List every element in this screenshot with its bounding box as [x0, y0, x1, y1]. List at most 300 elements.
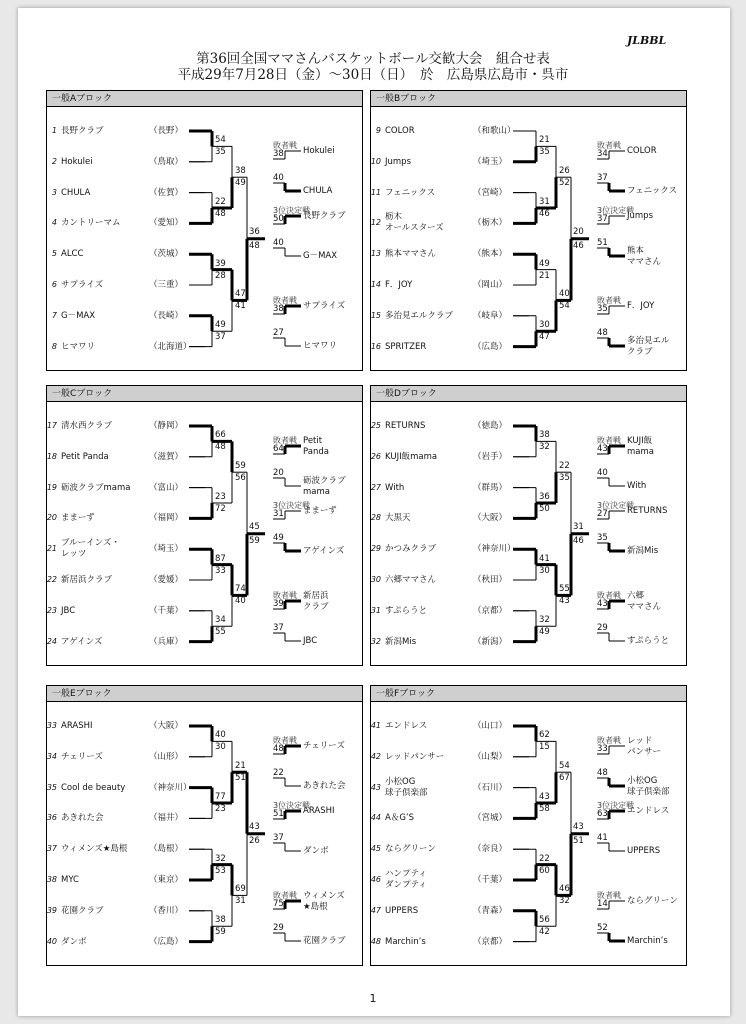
team-name: ヒマワリ — [61, 341, 96, 352]
r1-score-top: 30 — [539, 320, 550, 331]
final-score-top: 20 — [573, 226, 584, 237]
block-e — [46, 685, 363, 966]
r1-score-top: 62 — [539, 730, 550, 741]
r1-score-bottom: 35 — [539, 147, 550, 158]
r1-score-bottom: 72 — [215, 504, 226, 514]
team-prefecture: （愛知） — [149, 218, 184, 229]
r1-score-top: 21 — [539, 135, 550, 146]
r1-score-top: 66 — [215, 430, 226, 441]
third-place-match-score-top: 50 — [273, 214, 284, 224]
loser-match-label: 敗者戦 — [597, 591, 621, 600]
r1-score-bottom: 47 — [539, 332, 550, 343]
team-prefecture: （熊本） — [473, 249, 508, 260]
team-seed-number: 22 — [46, 575, 57, 584]
loser-match-team-top: ★島根 — [303, 902, 328, 912]
block-title: 一般Cブロック — [47, 386, 362, 402]
team-seed-number: 12 — [370, 218, 381, 228]
final-score-bottom: 51 — [573, 835, 584, 846]
block-title: 一般Eブロック — [47, 686, 362, 702]
team-prefecture: （香川） — [149, 905, 184, 916]
team-name: Hokulei — [61, 156, 93, 167]
loser-match-team-bottom: CHULA — [303, 186, 333, 196]
r1-score-top: 38 — [539, 430, 550, 441]
r1-score-bottom: 37 — [215, 332, 226, 343]
final-score-top: 36 — [249, 226, 260, 237]
loser-match-team-top: ママさん — [627, 602, 662, 612]
team-name: With — [385, 482, 405, 493]
r1-score-top: 22 — [539, 853, 550, 864]
team-prefecture: （茨城） — [149, 249, 184, 260]
r1-score-top: 49 — [539, 258, 550, 269]
team-name: ALCC — [61, 249, 84, 260]
r1-score-bottom: 50 — [539, 504, 550, 514]
team-name: A＆G’S — [385, 813, 414, 824]
loser-match-team-top: ならグリーン — [627, 896, 678, 906]
loser-match-score-bottom: 37 — [273, 623, 284, 633]
r2-score-bottom: 40 — [235, 596, 246, 607]
loser-match-team-top: レッド — [627, 736, 653, 746]
loser-match-team-bottom: mama — [303, 487, 330, 497]
loser-match-score-top: 48 — [273, 744, 284, 754]
team-seed-number: 39 — [46, 905, 57, 915]
team-prefecture: （兵庫） — [149, 636, 184, 647]
team-name: Cool de beauty — [61, 782, 126, 793]
bracket-lines — [47, 686, 364, 967]
team-prefecture: （富山） — [149, 482, 184, 493]
team-prefecture: （千葉） — [149, 605, 184, 616]
r1-score-top: 56 — [539, 915, 550, 926]
team-prefecture: （栃木） — [473, 218, 508, 229]
loser-match-team-bottom: ヒマワリ — [303, 341, 338, 351]
team-seed-number: 16 — [370, 341, 381, 351]
team-seed-number: 47 — [370, 905, 381, 915]
team-prefecture: （島根） — [149, 844, 184, 855]
final-score-bottom: 48 — [249, 240, 260, 251]
loser-match-score-bottom: 48 — [597, 328, 608, 338]
team-prefecture: （広島） — [473, 341, 508, 352]
third-place-match-score-top: 63 — [597, 809, 608, 819]
loser-match-label: 敗者戦 — [273, 591, 297, 600]
third-place-match-label: 3位決定戦 — [597, 206, 635, 215]
page-number: 1 — [369, 992, 377, 1005]
team-name: 砺波クラブmama — [61, 482, 131, 493]
r1-score-top: 22 — [215, 197, 226, 207]
r1-score-bottom: 53 — [215, 865, 226, 876]
team-seed-number: 45 — [370, 844, 381, 854]
r1-score-bottom: 58 — [539, 804, 550, 814]
loser-match-score-top: 64 — [273, 444, 284, 454]
loser-match-score-bottom: 22 — [273, 768, 284, 778]
team-name: フェニックス — [385, 187, 436, 198]
block-title: 一般Fブロック — [371, 686, 686, 702]
team-prefecture: （福井） — [149, 813, 184, 824]
team-name: G－MAX — [61, 310, 96, 321]
team-seed-number: 11 — [370, 187, 381, 197]
team-prefecture: （岩手） — [473, 451, 508, 462]
third-place-match-team-top: 長野クラブ — [303, 211, 346, 221]
team-prefecture: （宮城） — [473, 813, 508, 824]
r1-score-bottom: 32 — [539, 442, 550, 453]
team-seed-number: 19 — [46, 482, 57, 492]
third-place-match-team-bottom: ママさん — [627, 257, 662, 267]
team-seed-number: 18 — [46, 451, 57, 461]
block-title: 一般Bブロック — [371, 91, 686, 107]
third-place-match-score-top: 37 — [597, 214, 608, 224]
block-f — [370, 685, 687, 966]
r1-score-top: 23 — [215, 492, 226, 502]
team-seed-number: 27 — [370, 482, 381, 492]
team-seed-number: 21 — [46, 544, 57, 554]
loser-match-score-top: 38 — [273, 304, 284, 314]
team-name: RETURNS — [385, 421, 426, 431]
team-name: 長野クラブ — [61, 126, 104, 136]
third-place-match-team-bottom: ダンボ — [303, 846, 329, 856]
loser-match-team-top: サプライズ — [303, 301, 346, 311]
team-name: ままーず — [61, 513, 95, 524]
block-title: 一般Aブロック — [47, 91, 362, 107]
loser-match-score-bottom: 40 — [273, 173, 284, 183]
team-seed-number: 29 — [370, 544, 381, 554]
team-name: ならグリーン — [385, 844, 436, 855]
third-place-match-team-top: エンドレス — [627, 806, 670, 816]
loser-match-label: 敗者戦 — [273, 141, 297, 150]
r1-score-bottom: 33 — [215, 565, 226, 576]
r1-score-top: 87 — [215, 553, 226, 564]
loser-match-team-top: F．JOY — [627, 301, 655, 311]
team-name: ハンプティ ダンプティ — [385, 869, 427, 890]
loser-match-team-bottom: Marchin’s — [627, 936, 668, 946]
third-place-match-score-bottom: 49 — [273, 533, 284, 543]
r1-score-top: 77 — [215, 792, 226, 802]
team-prefecture: （石川） — [473, 782, 508, 793]
r2-score-top: 38 — [235, 166, 246, 177]
team-seed-number: 32 — [370, 636, 381, 646]
team-name: かつみクラブ — [385, 544, 437, 555]
loser-match-team-top: Panda — [303, 447, 329, 457]
r2-score-top: 74 — [235, 584, 246, 595]
third-place-match-team-bottom: 熊本 — [627, 246, 645, 256]
r1-score-bottom: 30 — [539, 565, 550, 576]
third-place-match-team-top: ままーず — [303, 506, 337, 516]
final-score-bottom: 26 — [249, 835, 260, 846]
team-prefecture: （奈良） — [473, 844, 508, 855]
loser-match-label: 敗者戦 — [597, 436, 621, 445]
loser-match-team-bottom: JBC — [303, 636, 318, 646]
r1-score-top: 39 — [215, 258, 226, 269]
team-seed-number: 4 — [51, 218, 57, 228]
document-subtitle: 平成29年7月28日（金）～30日（日） 於 広島県広島市・呉市 — [177, 67, 569, 83]
team-name: JBC — [61, 605, 76, 616]
third-place-match-team-top: Jumps — [627, 211, 653, 221]
loser-match-team-top: Hokulei — [303, 146, 335, 156]
loser-match-score-bottom: 52 — [597, 923, 608, 933]
r2-score-top: 22 — [559, 461, 570, 472]
team-seed-number: 42 — [370, 751, 381, 761]
r2-score-top: 69 — [235, 884, 246, 895]
r2-score-bottom: 35 — [559, 473, 570, 484]
loser-match-label: 敗者戦 — [273, 296, 297, 305]
team-seed-number: 41 — [370, 721, 381, 730]
loser-match-label: 敗者戦 — [597, 891, 621, 900]
team-name: CHULA — [61, 187, 91, 198]
team-seed-number: 36 — [46, 813, 57, 823]
third-place-match-team-bottom: UPPERS — [627, 846, 661, 856]
team-prefecture: （広島） — [149, 936, 184, 947]
team-prefecture: （山梨） — [473, 751, 508, 762]
final-score-top: 43 — [573, 821, 584, 832]
r2-score-bottom: 32 — [559, 896, 570, 907]
team-name: 栃木 オールスターズ — [385, 212, 444, 234]
team-name: ブルーインズ・ レッツ — [61, 538, 120, 560]
team-seed-number: 44 — [370, 813, 381, 823]
r1-score-top: 41 — [539, 553, 550, 564]
team-name: 新居浜クラブ — [61, 575, 113, 585]
team-seed-number: 17 — [46, 421, 57, 430]
team-seed-number: 35 — [46, 782, 57, 792]
loser-match-team-top: ウィメンズ — [303, 891, 345, 901]
final-score-top: 31 — [573, 521, 584, 532]
loser-match-score-bottom: 20 — [273, 468, 284, 478]
r2-score-bottom: 56 — [235, 473, 246, 484]
loser-match-team-bottom: すぷらうと — [627, 636, 670, 646]
team-prefecture: （神奈川） — [149, 782, 192, 793]
team-name: Petit Panda — [61, 451, 109, 462]
team-name: カントリーマム — [61, 218, 121, 229]
third-place-match-score-bottom: 35 — [597, 533, 608, 543]
team-seed-number: 38 — [46, 875, 57, 884]
r1-score-bottom: 15 — [539, 742, 550, 753]
team-prefecture: （福岡） — [149, 513, 184, 524]
loser-match-team-top: チェリーズ — [303, 741, 345, 751]
loser-match-score-top: 43 — [597, 444, 608, 454]
r1-score-top: 31 — [539, 197, 550, 207]
r2-score-bottom: 43 — [559, 596, 570, 607]
loser-match-team-top: COLOR — [627, 146, 657, 156]
final-score-top: 43 — [249, 821, 260, 832]
team-prefecture: （宮崎） — [473, 187, 508, 198]
team-seed-number: 7 — [51, 310, 57, 320]
loser-match-score-top: 14 — [597, 899, 608, 909]
r1-score-bottom: 42 — [539, 927, 550, 938]
team-seed-number: 15 — [370, 310, 381, 320]
loser-match-team-bottom: フェニックス — [627, 186, 678, 196]
third-place-match-score-bottom: 40 — [273, 238, 284, 248]
team-name: SPRITZER — [385, 341, 427, 352]
r1-score-top: 36 — [539, 492, 550, 502]
team-name: ウィメンズ★島根 — [61, 844, 128, 855]
team-name: エンドレス — [385, 721, 428, 731]
team-seed-number: 28 — [370, 513, 381, 523]
block-b — [370, 90, 687, 371]
team-prefecture: （岡山） — [473, 280, 508, 290]
team-seed-number: 6 — [51, 280, 57, 289]
loser-match-team-bottom: 花園クラブ — [303, 936, 346, 946]
team-name: 多治見エルクラブ — [385, 310, 453, 321]
block-a — [46, 90, 363, 371]
team-name: 花園クラブ — [61, 905, 104, 916]
loser-match-score-top: 33 — [597, 744, 608, 754]
team-prefecture: （東京） — [149, 875, 184, 885]
loser-match-team-top: Petit — [303, 436, 323, 446]
team-seed-number: 10 — [370, 156, 381, 166]
team-prefecture: （新潟） — [473, 636, 508, 647]
team-prefecture: （大阪） — [473, 513, 508, 524]
team-name: ダンボ — [61, 936, 87, 947]
r1-score-bottom: 35 — [215, 147, 226, 158]
final-score-bottom: 59 — [249, 535, 260, 546]
r2-score-top: 54 — [559, 761, 570, 772]
r1-score-bottom: 59 — [215, 927, 226, 938]
team-name: UPPERS — [385, 905, 419, 916]
team-seed-number: 37 — [46, 844, 57, 854]
team-prefecture: （埼玉） — [473, 156, 508, 167]
loser-match-team-bottom: 多治見エル — [627, 336, 670, 346]
r2-score-top: 47 — [235, 289, 246, 300]
team-seed-number: 26 — [370, 451, 381, 461]
r1-score-bottom: 28 — [215, 270, 226, 281]
r2-score-top: 59 — [235, 461, 246, 472]
loser-match-team-bottom: 球子倶楽部 — [627, 787, 670, 797]
third-place-match-score-top: 51 — [273, 809, 284, 819]
team-seed-number: 48 — [370, 936, 381, 946]
third-place-match-team-top: RETURNS — [627, 506, 668, 516]
block-d — [370, 385, 687, 666]
organization-mark: JLBBL — [627, 34, 667, 47]
r1-score-bottom: 55 — [215, 627, 226, 638]
team-name: レッドパンサー — [385, 751, 445, 762]
team-seed-number: 2 — [51, 156, 57, 166]
r1-score-top: 32 — [539, 615, 550, 626]
team-prefecture: （愛媛） — [149, 575, 184, 585]
team-seed-number: 3 — [51, 187, 57, 197]
team-name: あきれた会 — [61, 813, 104, 824]
loser-match-score-bottom: 29 — [597, 623, 608, 633]
loser-match-team-top: 新居浜 — [303, 591, 329, 601]
team-name: ARASHI — [61, 721, 93, 731]
r2-score-top: 21 — [235, 761, 246, 772]
loser-match-label: 敗者戦 — [273, 436, 297, 445]
team-name: 六郷ママさん — [385, 575, 437, 585]
team-seed-number: 23 — [46, 605, 57, 615]
loser-match-score-bottom: 29 — [273, 923, 284, 933]
team-prefecture: （三重） — [149, 280, 184, 290]
team-seed-number: 14 — [370, 280, 381, 289]
third-place-match-score-top: 27 — [597, 509, 608, 519]
loser-match-team-top: パンサー — [627, 747, 662, 757]
team-seed-number: 33 — [46, 721, 57, 730]
third-place-match-team-bottom: G－MAX — [303, 251, 338, 261]
r2-score-bottom: 67 — [559, 773, 570, 784]
team-prefecture: （長野） — [149, 126, 184, 136]
team-seed-number: 40 — [46, 936, 57, 946]
team-seed-number: 31 — [370, 605, 381, 615]
loser-match-team-bottom: クラブ — [627, 347, 653, 357]
team-prefecture: （千葉） — [473, 875, 508, 885]
r1-score-bottom: 49 — [539, 627, 550, 638]
third-place-match-score-top: 31 — [273, 509, 284, 519]
loser-match-score-bottom: 40 — [597, 468, 608, 478]
loser-match-score-bottom: 48 — [597, 768, 608, 778]
r2-score-bottom: 51 — [235, 773, 246, 784]
r1-score-bottom: 48 — [215, 209, 226, 219]
loser-match-label: 敗者戦 — [273, 736, 297, 745]
loser-match-score-top: 38 — [273, 149, 284, 159]
r1-score-top: 38 — [215, 915, 226, 926]
third-place-match-score-bottom: 51 — [597, 238, 608, 248]
third-place-match-team-top: ARASHI — [303, 806, 335, 816]
loser-match-team-bottom: With — [627, 481, 647, 491]
team-name: MYC — [61, 875, 79, 885]
third-place-match-label: 3位決定戦 — [597, 801, 635, 810]
team-name: 熊本ママさん — [385, 249, 437, 260]
loser-match-team-top: mama — [627, 447, 654, 457]
team-prefecture: （佐賀） — [149, 187, 184, 198]
team-prefecture: （岐阜） — [473, 310, 508, 321]
team-prefecture: （長崎） — [149, 310, 184, 321]
team-seed-number: 5 — [51, 249, 57, 259]
team-name: 新潟Mis — [385, 636, 417, 647]
team-prefecture: （静岡） — [149, 421, 184, 431]
third-place-match-label: 3位決定戦 — [273, 801, 311, 810]
third-place-match-score-bottom: 41 — [597, 833, 608, 843]
third-place-match-score-bottom: 37 — [273, 833, 284, 843]
team-name: COLOR — [385, 126, 415, 136]
team-name: すぷらうと — [385, 605, 428, 616]
final-score-bottom: 46 — [573, 240, 584, 251]
loser-match-score-top: 75 — [273, 899, 284, 909]
r1-score-bottom: 48 — [215, 442, 226, 453]
r2-score-top: 40 — [559, 289, 570, 300]
r1-score-top: 32 — [215, 853, 226, 864]
team-name: KUJI飯mama — [385, 451, 438, 462]
team-seed-number: 9 — [375, 126, 381, 135]
team-name: サプライズ — [61, 280, 104, 290]
r1-score-bottom: 23 — [215, 804, 226, 814]
team-seed-number: 34 — [46, 751, 57, 761]
team-prefecture: （大阪） — [149, 721, 184, 731]
team-prefecture: （神奈川） — [473, 544, 516, 555]
team-name: 小松OG 球子倶楽部 — [385, 776, 428, 798]
r1-score-top: 49 — [215, 320, 226, 331]
loser-match-team-top: KUJI飯 — [627, 436, 653, 446]
third-place-match-team-bottom: アゲインズ — [303, 546, 345, 556]
r2-score-bottom: 31 — [235, 896, 246, 907]
team-prefecture: （群馬） — [473, 482, 508, 493]
team-prefecture: （青森） — [473, 905, 508, 916]
loser-match-team-bottom: 小松OG — [627, 776, 658, 786]
r2-score-bottom: 41 — [235, 301, 246, 312]
loser-match-label: 敗者戦 — [273, 891, 297, 900]
r1-score-top: 34 — [215, 615, 226, 626]
team-prefecture: （京都） — [473, 936, 508, 947]
team-seed-number: 24 — [46, 636, 57, 646]
r1-score-top: 54 — [215, 135, 226, 146]
team-seed-number: 46 — [370, 875, 381, 884]
loser-match-label: 敗者戦 — [597, 296, 621, 305]
team-seed-number: 25 — [370, 421, 381, 430]
r2-score-bottom: 52 — [559, 178, 570, 189]
loser-match-team-top: クラブ — [303, 602, 329, 612]
team-prefecture: （秋田） — [473, 575, 508, 585]
r2-score-top: 46 — [559, 884, 570, 895]
block-c — [46, 385, 363, 666]
r2-score-bottom: 49 — [235, 178, 246, 189]
team-seed-number: 20 — [46, 513, 57, 523]
r1-score-bottom: 30 — [215, 742, 226, 753]
r1-score-top: 43 — [539, 792, 550, 802]
team-name: チェリーズ — [61, 751, 103, 762]
document-title: 第36回全国ママさんバスケットボール交歓大会 組合せ表 — [196, 51, 550, 67]
